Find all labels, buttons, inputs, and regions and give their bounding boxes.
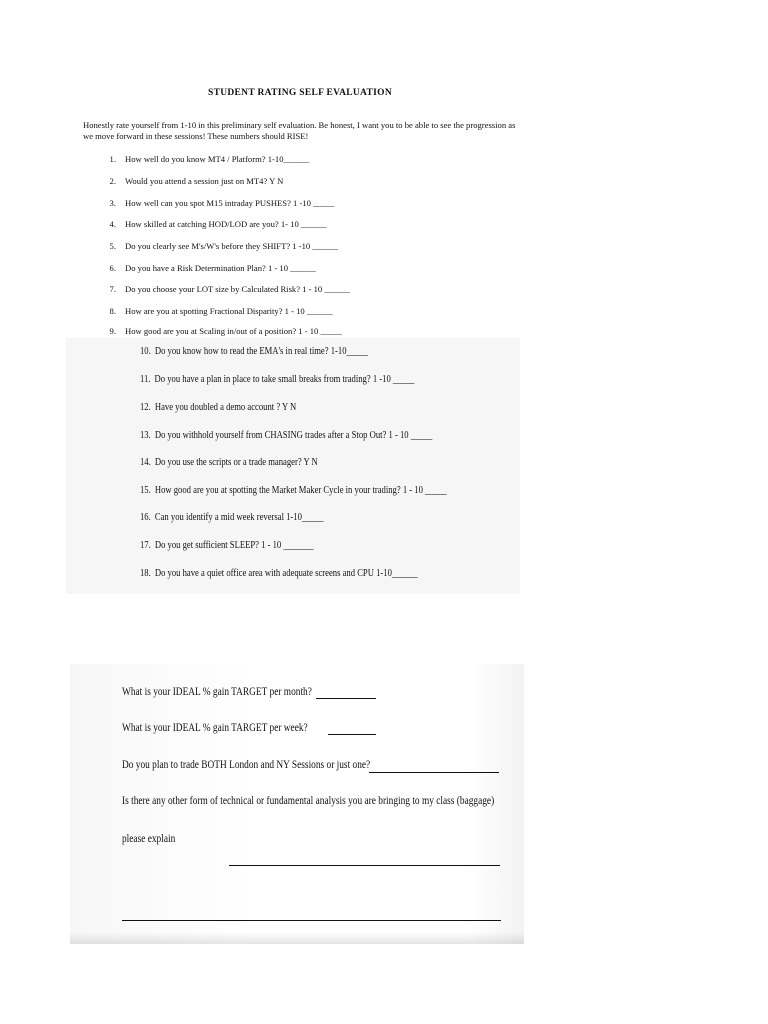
question-text: Do you withhold yourself from CHASING trades after a Stop Out? 1 - 10 _____ bbox=[154, 430, 433, 441]
question-number: 2. bbox=[109, 176, 116, 186]
answer-line bbox=[229, 865, 500, 866]
question-item bbox=[140, 568, 443, 579]
question-number: 3. bbox=[109, 198, 116, 208]
question-text: Do you choose your LOT size by Calculated Risk? 1 - 10 ______ bbox=[125, 284, 351, 294]
question-number: 4. bbox=[109, 219, 116, 229]
question-number: 18. bbox=[140, 568, 151, 579]
document-title: STUDENT RATING SELF EVALUATION bbox=[207, 88, 392, 98]
question-item bbox=[140, 485, 447, 496]
followup-question-text: What is your IDEAL % gain TARGET per month? bbox=[122, 684, 312, 698]
question-item bbox=[140, 430, 443, 441]
question-number: 12. bbox=[140, 402, 151, 413]
answer-line bbox=[328, 734, 376, 735]
question-item bbox=[96, 306, 516, 316]
followup-question bbox=[122, 793, 494, 808]
answer-line bbox=[369, 772, 499, 773]
question-item bbox=[96, 241, 516, 251]
question-text: How well do you know MT4 / Platform? 1-10______ bbox=[125, 154, 310, 164]
question-number: 7. bbox=[109, 284, 116, 294]
question-text: Have you doubled a demo account ? Y N bbox=[154, 402, 297, 413]
form-section-part2 bbox=[66, 338, 520, 594]
question-item bbox=[140, 540, 443, 551]
question-number: 13. bbox=[140, 430, 151, 441]
question-number: 6. bbox=[109, 263, 116, 273]
question-item bbox=[140, 402, 443, 413]
question-number: 17. bbox=[140, 540, 151, 551]
followup-question-text: Is there any other form of technical or fundamental analysis you are bringing to my class (baggage) bbox=[122, 793, 495, 807]
followup-question-text: please explain bbox=[122, 831, 176, 845]
form-section-part1 bbox=[70, 68, 530, 338]
form-section-followup bbox=[70, 664, 524, 944]
followup-question bbox=[122, 684, 312, 699]
question-number: 11. bbox=[140, 374, 151, 385]
instructions-text: Honestly rate yourself from 1-10 in this preliminary self evaluation. Be honest, I want you to be able to see the progression as we move forward in these sessions! These numbers should RISE! bbox=[83, 120, 516, 141]
question-number: 8. bbox=[109, 306, 116, 316]
question-item bbox=[96, 176, 516, 186]
question-text: Do you have a quiet office area with adequate screens and CPU 1-10______ bbox=[154, 568, 418, 579]
question-number: 5. bbox=[109, 241, 116, 251]
question-text: How well can you spot M15 intraday PUSHES? 1 -10 _____ bbox=[125, 198, 335, 208]
question-item bbox=[96, 198, 516, 208]
question-text: Can you identify a mid week reversal 1-10_____ bbox=[154, 512, 324, 523]
question-number: 1. bbox=[109, 154, 116, 164]
followup-question bbox=[122, 757, 370, 772]
question-item bbox=[96, 263, 516, 273]
question-text: Do you have a plan in place to take small breaks from trading? 1 -10 _____ bbox=[154, 374, 415, 385]
followup-question bbox=[122, 720, 308, 735]
question-item bbox=[140, 346, 443, 357]
question-item bbox=[96, 154, 516, 164]
question-text: How good are you at Scaling in/out of a position? 1 - 10 _____ bbox=[125, 326, 342, 336]
question-text: Do you clearly see M's/W's before they SHIFT? 1 -10 ______ bbox=[125, 241, 339, 251]
question-text: How are you at spotting Fractional Disparity? 1 - 10 ______ bbox=[125, 306, 333, 316]
question-item bbox=[96, 284, 516, 294]
question-number: 9. bbox=[109, 326, 116, 336]
question-text: Do you know how to read the EMA's in real time? 1-10_____ bbox=[154, 346, 369, 357]
answer-line bbox=[316, 698, 376, 699]
question-item bbox=[96, 326, 516, 336]
question-number: 14. bbox=[140, 457, 151, 468]
followup-question-text: What is your IDEAL % gain TARGET per week? bbox=[122, 720, 308, 734]
question-number: 15. bbox=[140, 485, 151, 496]
question-item bbox=[96, 219, 516, 229]
question-item bbox=[140, 374, 443, 385]
answer-line bbox=[122, 920, 501, 921]
followup-question bbox=[122, 831, 175, 846]
question-text: How skilled at catching HOD/LOD are you? 1- 10 ______ bbox=[125, 219, 327, 229]
question-item bbox=[140, 512, 443, 523]
followup-question-text: Do you plan to trade BOTH London and NY Sessions or just one? bbox=[122, 757, 371, 771]
question-number: 10. bbox=[140, 346, 151, 357]
question-item bbox=[140, 457, 443, 468]
question-number: 16. bbox=[140, 512, 151, 523]
question-text: Do you use the scripts or a trade manager? Y N bbox=[154, 457, 318, 468]
question-text: Would you attend a session just on MT4? Y N bbox=[125, 176, 284, 186]
question-text: How good are you at spotting the Market Maker Cycle in your trading? 1 - 10 _____ bbox=[154, 485, 447, 496]
question-text: Do you get sufficient SLEEP? 1 - 10 _______ bbox=[154, 540, 314, 551]
question-text: Do you have a Risk Determination Plan? 1 - 10 ______ bbox=[125, 263, 316, 273]
